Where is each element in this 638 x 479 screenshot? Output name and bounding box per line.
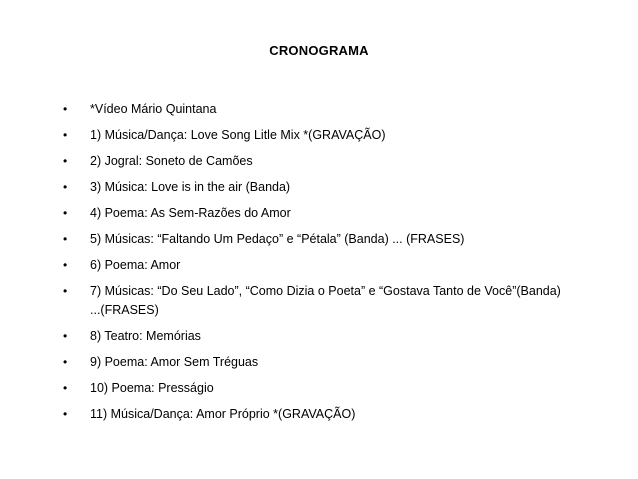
list-item-text — [90, 327, 615, 346]
list-item-text — [90, 353, 615, 372]
list-item — [63, 100, 623, 126]
bullet-icon: • — [63, 180, 68, 194]
bullet-icon: • — [63, 329, 68, 343]
list-item — [63, 204, 623, 230]
list-item-line: 8) Teatro: Memórias — [90, 329, 201, 343]
page-title: CRONOGRAMA — [269, 43, 369, 58]
bullet-icon: • — [63, 232, 68, 246]
list-item — [63, 405, 623, 431]
list-item-text — [90, 126, 615, 145]
list-item-text — [90, 230, 615, 249]
list-item — [63, 126, 623, 152]
list-item-text — [90, 152, 615, 171]
bullet-icon: • — [63, 258, 68, 272]
list-item — [63, 353, 623, 379]
list-item-line: 9) Poema: Amor Sem Tréguas — [90, 355, 259, 369]
list-item-line: 4) Poema: As Sem-Razões do Amor — [90, 206, 291, 220]
bullet-icon: • — [63, 284, 68, 298]
bullet-icon: • — [63, 206, 68, 220]
bullet-icon: • — [63, 154, 68, 168]
list-item-text — [90, 100, 615, 119]
bullet-icon: • — [63, 355, 68, 369]
list-item-text — [90, 282, 615, 320]
list-item-line: 1) Música/Dança: Love Song Litle Mix *(GRAVAÇÃO) — [90, 128, 386, 142]
list-item-line: ...(FRASES) — [90, 303, 159, 317]
list-item — [63, 379, 623, 405]
bullet-icon: • — [63, 407, 68, 421]
list-item — [63, 152, 623, 178]
list-item-line: 5) Músicas: “Faltando Um Pedaço” e “Pétala” (Banda) ... (FRASES) — [90, 232, 465, 246]
list-item-line: 3) Música: Love is in the air (Banda) — [90, 180, 291, 194]
list-item — [63, 327, 623, 353]
bullet-icon: • — [63, 381, 68, 395]
list-item-line: 10) Poema: Presságio — [90, 381, 214, 395]
list-item — [63, 230, 623, 256]
list-item-line: *Vídeo Mário Quintana — [90, 102, 217, 116]
list-item-line: 2) Jogral: Soneto de Camões — [90, 154, 253, 168]
list-item — [63, 282, 623, 327]
list-item — [63, 256, 623, 282]
bullet-icon: • — [63, 128, 68, 142]
schedule-list — [63, 100, 623, 431]
list-item-line: 7) Músicas: “Do Seu Lado”, “Como Dizia o Poeta” e “Gostava Tanto de Você”(Banda) — [90, 284, 561, 298]
list-item-text — [90, 379, 615, 398]
list-item-line: 11) Música/Dança: Amor Próprio *(GRAVAÇÃO) — [90, 407, 356, 421]
list-item-text — [90, 405, 615, 424]
list-item-text — [90, 204, 615, 223]
list-item — [63, 178, 623, 204]
list-item-text — [90, 256, 615, 275]
list-item-text — [90, 178, 615, 197]
list-item-line: 6) Poema: Amor — [90, 258, 181, 272]
bullet-icon: • — [63, 102, 68, 116]
